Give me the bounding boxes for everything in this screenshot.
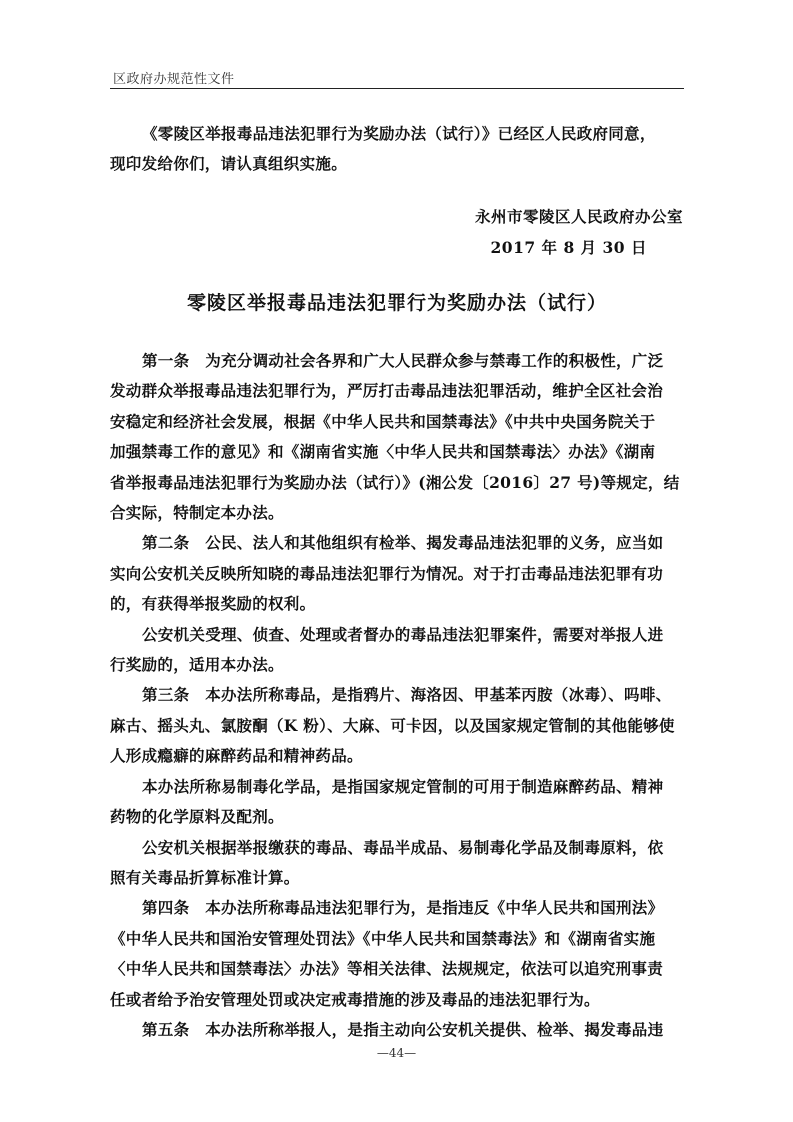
body-line: 省举报毒品违法犯罪行为奖励办法（试行）》(湘公发〔2016〕27 号)等规定，结	[110, 472, 680, 492]
body-line: 麻古、摇头丸、氯胺酮（K 粉）、大麻、可卡因，以及国家规定管制的其他能够使	[110, 715, 675, 735]
body-line: 合实际，特制定本办法。	[110, 503, 284, 523]
body-line: 本办法所称易制毒化学品，是指国家规定管制的可用于制造麻醉药品、精神	[142, 776, 664, 796]
body-line: 的，有获得举报奖励的权利。	[110, 594, 316, 614]
body-line: 安稳定和经济社会发展，根据《中华人民共和国禁毒法》《中共中央国务院关于	[110, 411, 656, 431]
intro-paragraph	[110, 119, 690, 180]
body-line: 第一条 为充分调动社会各界和广大人民群众参与禁毒工作的积极性，广泛	[142, 351, 664, 370]
body-line: 发动群众举报毒品违法犯罪行为，严厉打击毒品违法犯罪活动，维护全区社会治	[110, 381, 664, 401]
body-line: 第三条 本办法所称毒品，是指鸦片、海洛因、甲基苯丙胺（冰毒）、吗啡、	[142, 685, 672, 705]
body-line: 实向公安机关反映所知晓的毒品违法犯罪行为情况。对于打击毒品违法犯罪有功	[110, 563, 664, 583]
document-title: 零陵区举报毒品违法犯罪行为奖励办法（试行）	[186, 292, 607, 314]
body-line: 《中华人民共和国治安管理处罚法》《中华人民共和国禁毒法》和《湖南省实施	[110, 928, 656, 948]
body-line: 加强禁毒工作的意见》和《湖南省实施〈中华人民共和国禁毒法〉办法》《湖南	[110, 442, 656, 462]
header-rule	[110, 88, 684, 89]
document-body	[110, 346, 690, 1045]
body-line: 第五条 本办法所称举报人，是指主动向公安机关提供、检举、揭发毒品违	[142, 1019, 664, 1039]
body-line: 人形成瘾癖的麻醉药品和精神药品。	[110, 746, 363, 766]
signature-date: 2017 年 8 月 30 日	[490, 238, 647, 257]
body-line: 〈中华人民共和国禁毒法〉办法》等相关法律、法规规定，依法可以追究刑事责	[110, 959, 664, 979]
body-line: 任或者给予治安管理处罚或决定戒毒措施的涉及毒品的违法犯罪行为。	[110, 989, 600, 1009]
body-line: 第二条 公民、法人和其他组织有检举、揭发毒品违法犯罪的义务，应当如	[142, 533, 664, 553]
body-line: 第四条 本办法所称毒品违法犯罪行为，是指违反《中华人民共和国刑法》	[142, 898, 664, 918]
body-line: 公安机关受理、侦查、处理或者督办的毒品违法犯罪案件，需要对举报人进	[142, 624, 664, 644]
page-header-label: 区政府办规范性文件	[113, 72, 235, 87]
intro-line: 现印发给你们，请认真组织实施。	[110, 154, 348, 174]
body-line: 照有关毒品折算标准计算。	[110, 867, 300, 887]
signature-office: 永州市零陵区人民政府办公室	[474, 207, 683, 226]
intro-line: 《零陵区举报毒品违法犯罪行为奖励办法（试行）》已经区人民政府同意，	[142, 124, 656, 143]
page-number: —44—	[376, 1046, 417, 1060]
body-line: 行奖励的，适用本办法。	[110, 655, 284, 675]
body-line: 药物的化学原料及配剂。	[110, 807, 284, 827]
body-line: 公安机关根据举报缴获的毒品、毒品半成品、易制毒化学品及制毒原料，依	[142, 837, 664, 857]
